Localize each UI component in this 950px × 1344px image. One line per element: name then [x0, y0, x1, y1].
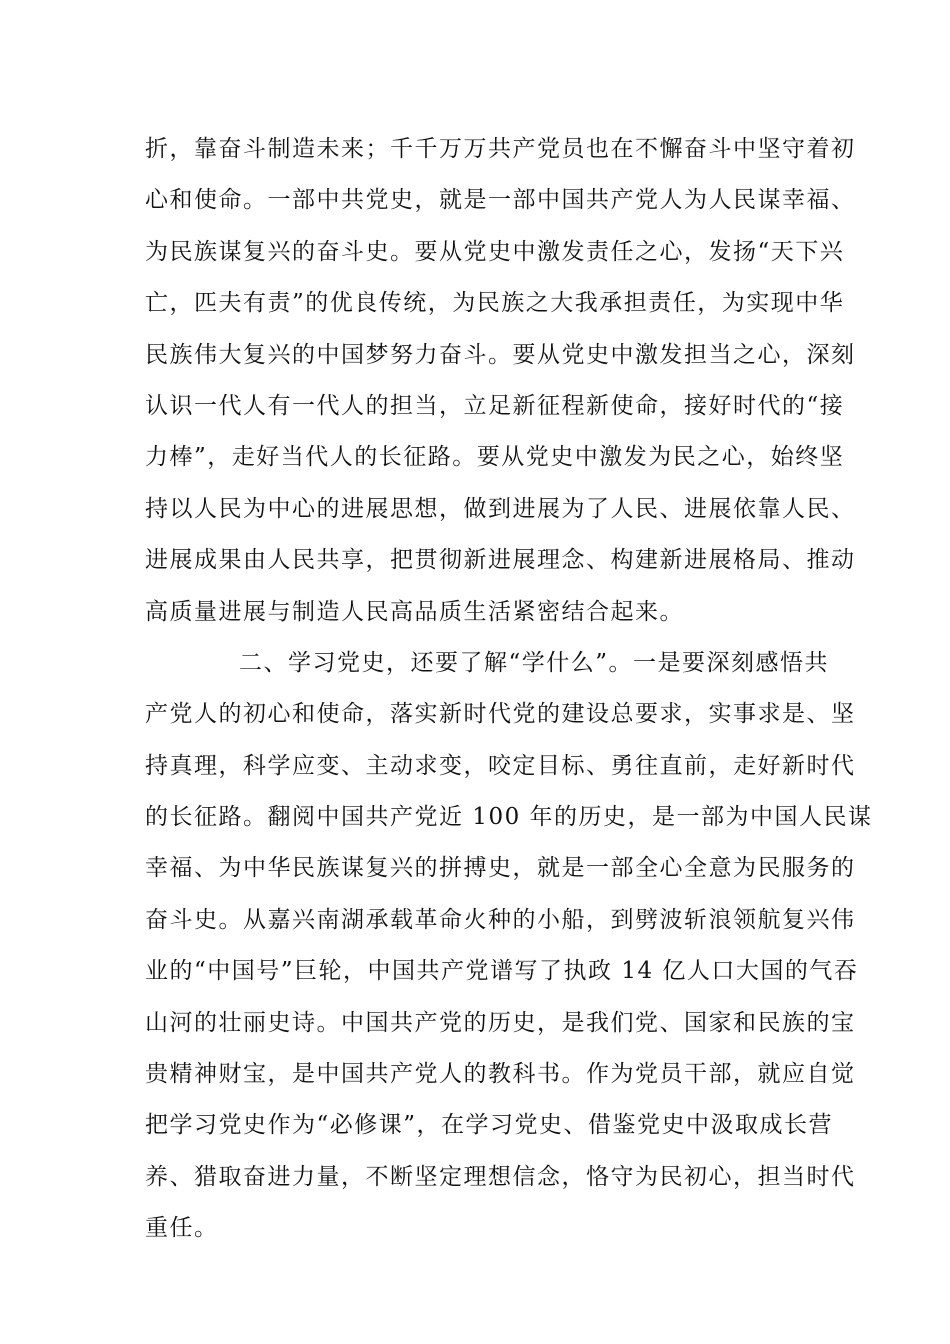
- paragraph-1: [145, 124, 856, 638]
- text-line: 亡，匹夫有责”的优良传统，为民族之大我承担责任，为实现中华: [145, 290, 845, 317]
- text-line: 持以人民为中心的进展思想，做到进展为了人民、进展依靠人民、: [145, 495, 856, 522]
- text-line: 力棒”，走好当代人的长征路。要从党史中激发为民之心，始终坚: [145, 444, 845, 471]
- text-line: 高质量进展与制造人民高品质生活紧密结合起来。: [145, 598, 684, 625]
- document-body: [145, 124, 873, 1255]
- text-line: 产党人的初心和使命，落实新时代党的建设总要求，实事求是、坚: [145, 701, 856, 728]
- text-line: 把学习党史作为“必修课”，在学习党史、借鉴党史中汲取成长营: [145, 1112, 834, 1139]
- text-line: 贵精神财宝，是中国共产党人的教科书。作为党员干部，就应自觉: [145, 1061, 856, 1088]
- text-line: 认识一代人有一代人的担当，立足新征程新使命，接好时代的“接: [145, 392, 845, 419]
- text-line: 幸福、为中华民族谋复兴的拼搏史，就是一部全心全意为民服务的: [145, 855, 856, 882]
- text-line: 山河的壮丽史诗。中国共产党的历史，是我们党、国家和民族的宝: [145, 1009, 856, 1036]
- text-line: 奋斗史。从嘉兴南湖承载革命火种的小船，到劈波斩浪领航复兴伟: [145, 906, 856, 933]
- text-line: 持真理，科学应变、主动求变，咬定目标、勇往直前，走好新时代: [145, 752, 856, 779]
- text-line: 业的“中国号”巨轮，中国共产党谱写了执政 14 亿人口大国的气吞: [145, 958, 859, 985]
- paragraph-2: [145, 638, 873, 1255]
- text-line: 折，靠奋斗制造未来；千千万万共产党员也在不懈奋斗中坚守着初: [145, 136, 856, 162]
- text-line: 进展成果由人民共享，把贯彻新进展理念、构建新进展格局、推动: [145, 547, 856, 574]
- text-line: 的长征路。翻阅中国共产党近 100 年的历史，是一部为中国人民谋: [145, 804, 873, 831]
- text-line: 重任。: [145, 1215, 219, 1242]
- text-line: 心和使命。一部中共党史，就是一部中国共产党人为人民谋幸福、: [145, 187, 856, 214]
- text-line: 二、学习党史，还要了解“学什么”。一是要深刻感悟共: [239, 649, 830, 676]
- text-line: 民族伟大复兴的中国梦努力奋斗。要从党史中激发担当之心，深刻: [145, 341, 856, 368]
- text-line: 养、猎取奋进力量，不断坚定理想信念，恪守为民初心，担当时代: [145, 1163, 856, 1190]
- text-line: 为民族谋复兴的奋斗史。要从党史中激发责任之心，发扬“天下兴: [145, 238, 845, 265]
